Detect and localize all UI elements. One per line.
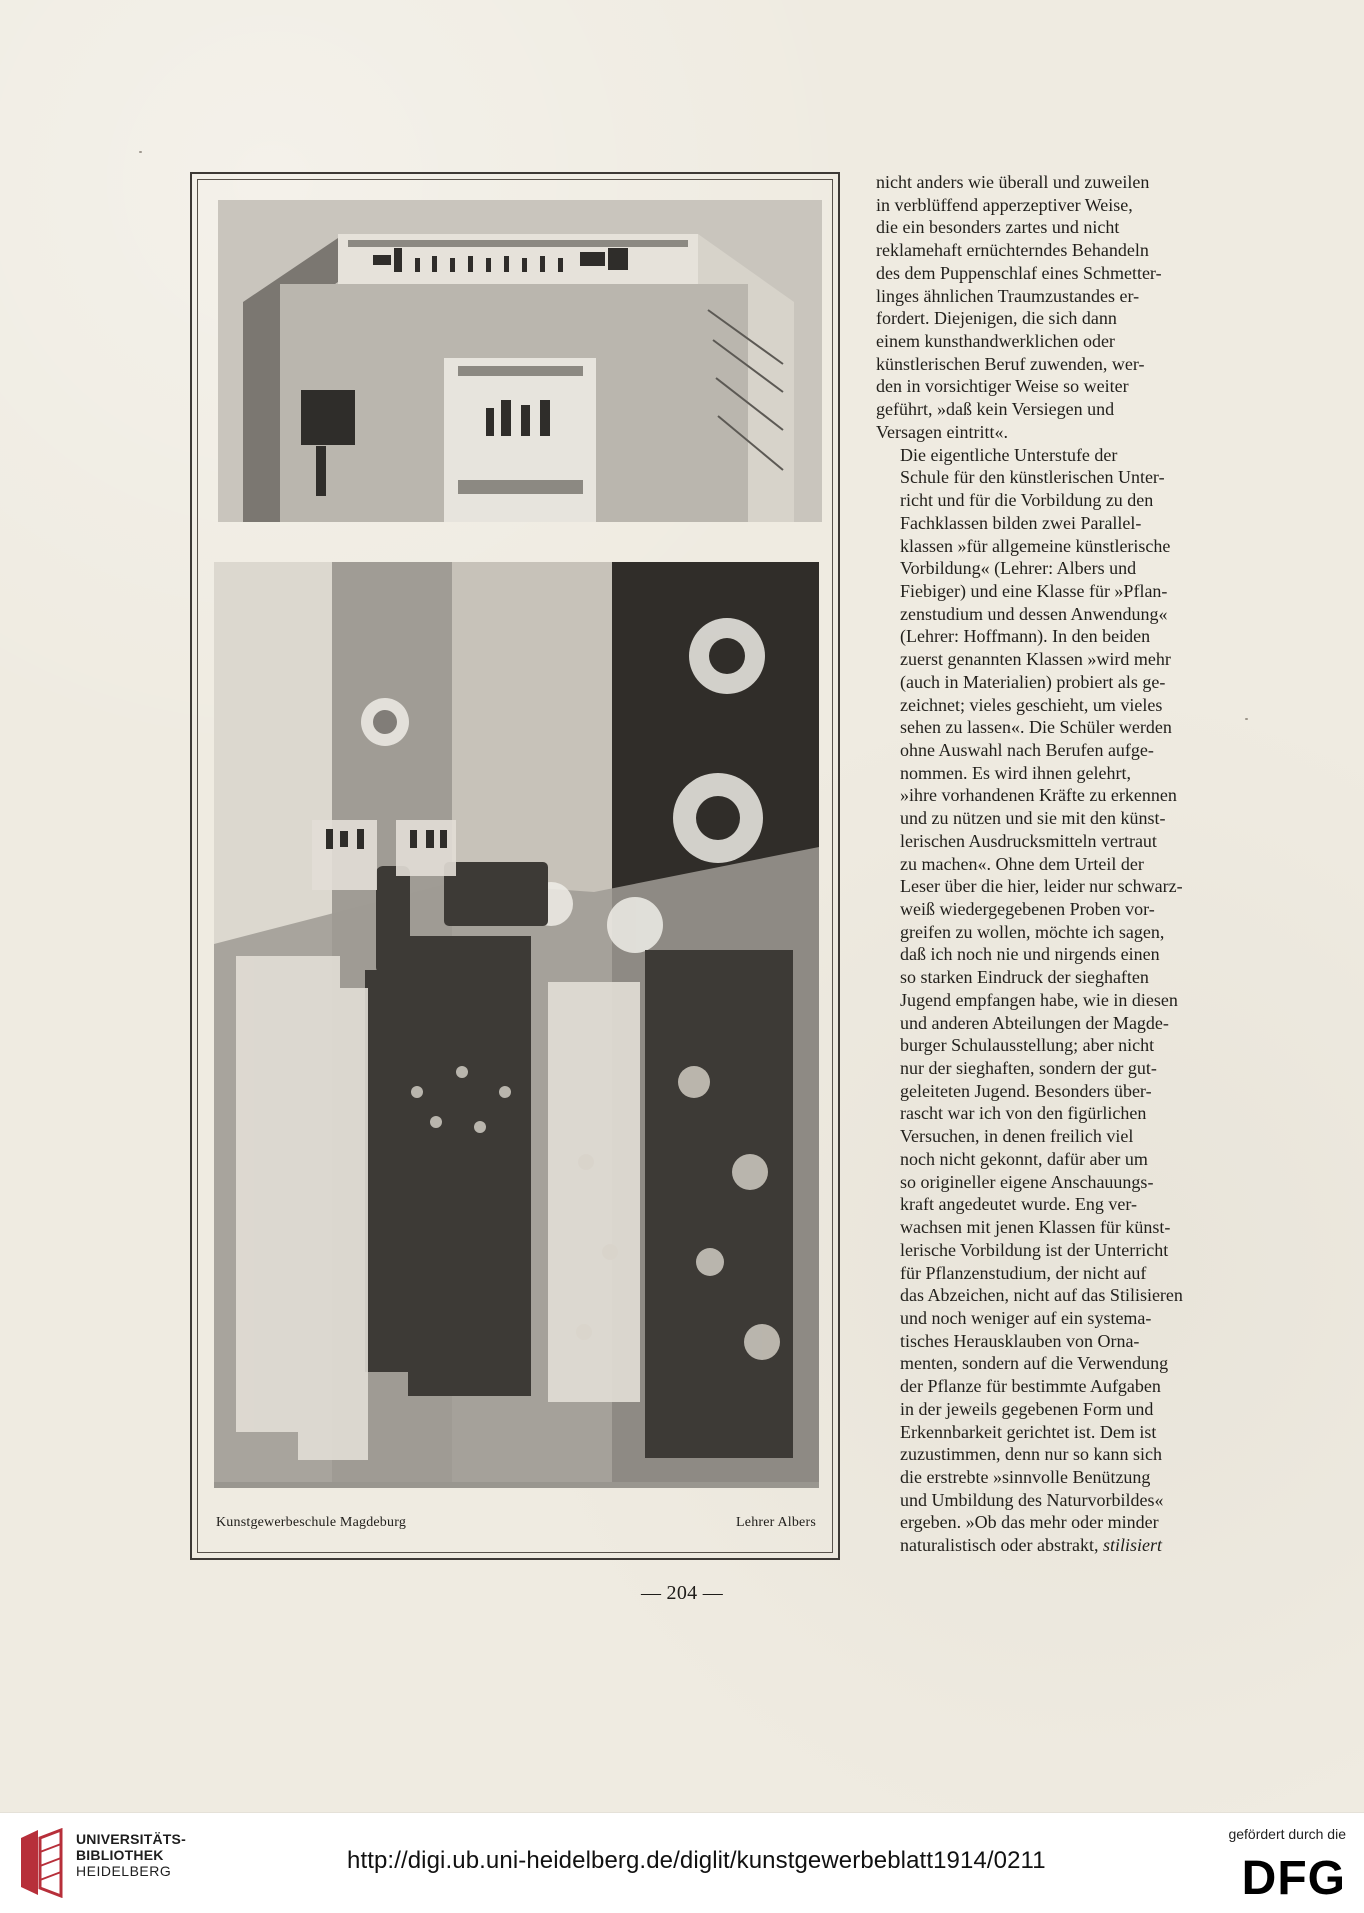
article-line: nicht anders wie überall und zuweilen: [876, 172, 1150, 192]
article-line: nur der sieghaften, sondern der gut-: [900, 1058, 1157, 1079]
article-line: menten, sondern auf die Verwendung: [900, 1353, 1169, 1374]
article-line: in verblüffend apperzeptiver Weise,: [876, 194, 1133, 215]
article-line: nommen. Es wird ihnen gelehrt,: [900, 762, 1131, 783]
library-name-line-1: UNIVERSITÄTS-: [76, 1831, 186, 1847]
dfg-logo: DFG: [1241, 1852, 1346, 1905]
article-line: greifen zu wollen, möchte ich sagen,: [900, 921, 1165, 942]
article-line: weiß wiedergegebenen Proben vor-: [900, 899, 1155, 919]
article-line: linges ähnlichen Traumzustandes er-: [876, 285, 1140, 306]
italic-word: stilisiert: [1102, 1535, 1162, 1556]
article-line: »ihre vorhandenen Kräfte zu erkennen: [900, 785, 1177, 806]
article-line: die ein besonders zartes und nicht: [876, 217, 1120, 238]
digitization-footer: [0, 1812, 1364, 1913]
page-number: — 204 —: [640, 1582, 724, 1604]
article-line: zu machen«. Ohne dem Urteil der: [900, 853, 1144, 874]
article-line: Erkennbarkeit gerichtet ist. Dem ist: [900, 1421, 1157, 1442]
article-line: der Pflanze für bestimmte Aufgaben: [900, 1376, 1161, 1397]
article-line: zeichnet; vieles geschieht, um vieles: [900, 694, 1163, 715]
article-line: Fachklassen bilden zwei Parallel-: [900, 512, 1142, 533]
article-line: tisches Herausklauben von Orna-: [900, 1330, 1140, 1351]
article-line: ergeben. »Ob das mehr oder minder: [900, 1512, 1159, 1533]
plate-caption-teacher: Lehrer Albers: [736, 1515, 816, 1530]
article-line: in der jeweils gegebenen Form und: [900, 1398, 1154, 1419]
paper-speck: [1245, 718, 1248, 720]
article-line: so starken Eindruck der sieghaften: [900, 967, 1149, 988]
article-line: und Umbildung des Naturvorbildes«: [900, 1489, 1164, 1510]
article-line: Versagen eintritt«.: [876, 421, 1008, 442]
article-line: daß ich noch nie und nirgends einen: [900, 944, 1160, 965]
digital-copy-url[interactable]: http://digi.ub.uni-heidelberg.de/diglit/kunstgewerbeblatt1914/0211: [347, 1847, 1046, 1874]
article-line: für Pflanzenstudium, der nicht auf: [900, 1262, 1147, 1283]
paper-speck: [139, 151, 142, 153]
article-line: Die eigentliche Unterstufe der: [900, 444, 1118, 465]
article-line: und zu nützen und sie mit den künst-: [900, 808, 1166, 829]
article-line: Fiebiger) und eine Klasse für »Pflan-: [900, 580, 1168, 601]
article-line: naturalistisch oder abstrakt, stilisiert: [900, 1535, 1162, 1556]
article-line: geführt, »daß kein Versiegen und: [876, 399, 1115, 420]
article-line: richt und für die Vorbildung zu den: [900, 490, 1154, 511]
article-line: reklamehaft ernüchterndes Behandeln: [876, 240, 1149, 261]
article-line: des dem Puppenschlaf eines Schmetter-: [876, 262, 1162, 283]
embroidered-border-image: [218, 200, 822, 522]
article-line: rascht war ich von den figürlichen: [900, 1103, 1147, 1124]
article-line: Versuchen, in denen freilich viel: [900, 1126, 1134, 1147]
article-paragraph-2: [876, 444, 1204, 1557]
library-name: [76, 1831, 186, 1879]
article-line: lerischen Ausdrucksmitteln vertraut: [900, 830, 1157, 851]
article-line: den in vorsichtiger Weise so weiter: [876, 376, 1129, 397]
article-paragraph-1: [876, 171, 1204, 444]
article-line: (auch in Materialien) probiert als ge-: [900, 671, 1166, 692]
funding-note: gefördert durch die: [1228, 1826, 1346, 1842]
article-line: zuzustimmen, denn nur so kann sich: [900, 1444, 1162, 1465]
plate-caption-school: Kunstgewerbeschule Magdeburg: [216, 1515, 407, 1530]
article-line: Vorbildung« (Lehrer: Albers und: [900, 558, 1137, 579]
article-line: Jugend empfangen habe, wie in diesen: [900, 989, 1178, 1010]
article-line: noch nicht gekonnt, dafür aber um: [900, 1148, 1148, 1169]
article-line: klassen »für allgemeine künstlerische: [900, 535, 1171, 556]
library-name-line-2: BIBLIOTHEK: [76, 1847, 164, 1863]
article-line: wachsen mit jenen Klassen für künst-: [900, 1217, 1171, 1238]
library-name-line-3: HEIDELBERG: [76, 1863, 172, 1879]
article-line: die erstrebte »sinnvolle Benützung: [900, 1466, 1151, 1487]
article-line: und anderen Abteilungen der Magde-: [900, 1012, 1169, 1033]
article-line: zuerst genannten Klassen »wird mehr: [900, 649, 1171, 670]
article-line: ohne Auswahl nach Berufen aufge-: [900, 739, 1154, 760]
article-line: einem kunsthandwerklichen oder: [876, 331, 1115, 352]
bottom-photograph: [214, 562, 819, 1488]
article-line: geleiteten Jugend. Besonders über-: [900, 1080, 1152, 1101]
article-line: künstlerischen Beruf zuwenden, wer-: [876, 353, 1145, 374]
article-line: Schule für den künstlerischen Unter-: [900, 467, 1165, 488]
article-line: (Lehrer: Hoffmann). In den beiden: [900, 626, 1151, 647]
article-line: lerische Vorbildung ist der Unterricht: [900, 1239, 1169, 1260]
top-photograph: [218, 200, 822, 522]
article-column: [876, 171, 1204, 1557]
library-logo-icon: [16, 1828, 70, 1898]
article-line: so origineller eigene Anschauungs-: [900, 1171, 1154, 1192]
article-line: das Abzeichen, nicht auf das Stilisieren: [900, 1285, 1183, 1306]
article-line: sehen zu lassen«. Die Schüler werden: [900, 717, 1172, 738]
textile-display-image: [214, 562, 819, 1488]
article-line: fordert. Diejenigen, die sich dann: [876, 308, 1117, 329]
article-line: kraft angedeutet wurde. Eng ver-: [900, 1194, 1138, 1215]
article-line: und noch weniger auf ein systema-: [900, 1307, 1152, 1328]
article-line: burger Schulausstellung; aber nicht: [900, 1035, 1155, 1056]
article-line: Leser über die hier, leider nur schwarz-: [900, 876, 1183, 897]
article-line: zenstudium und dessen Anwendung«: [900, 603, 1168, 624]
